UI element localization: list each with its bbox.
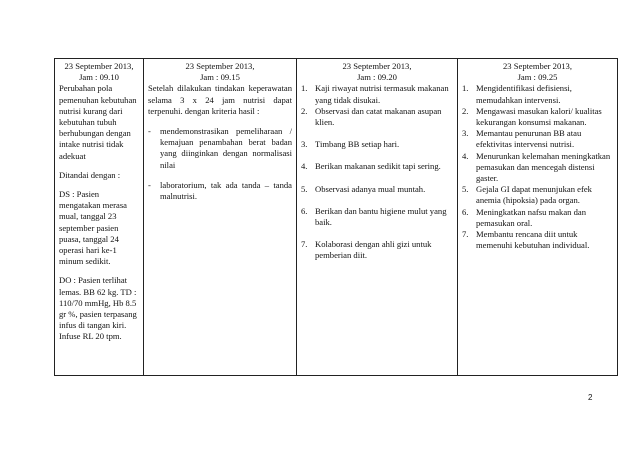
cell-date: 23 September 2013, — [64, 61, 134, 71]
list-item: - mendemonstrasikan pemeliharaan / kemajuan penambahan berat badan yang diinginkan dengan normalisasi nilai — [148, 126, 292, 170]
list-item: 7. Kolaborasi dengan ahli gizi untuk pemberian diit. — [301, 239, 432, 261]
diagnosis-indicator-label: Ditandai dengan : — [59, 169, 121, 180]
rationale-list — [462, 83, 613, 251]
list-item: 2. Mengawasi masukan kalori/ kualitas kekurangan konsumsi makanan. — [462, 105, 602, 128]
subjective-data: DS : Pasien mengatakan merasa mual, tanggal 23 september pasien puasa, tanggal 24 operasi hari ke-1 minum sedikit. — [59, 189, 127, 267]
cell-date: 23 September 2013, — [503, 61, 572, 71]
cell-date: 23 September 2013, — [185, 61, 255, 71]
cell-time: Jam : 09.25 — [517, 72, 558, 83]
list-item: 6. Berikan dan bantu higiene mulut yang baik. — [301, 205, 447, 228]
diagnosis-text: Perubahan pola pemenuhan kebutuhan nutrisi kurang dari kebutuhan tubuh berhubungan dengan intake nutrisi tidak adekuat — [59, 83, 137, 161]
goal-intro: Setelah dilakukan tindakan keperawatan selama 3 x 24 jam nutrisi dapat terpenuhi. dengan kriteria hasil : — [148, 83, 292, 116]
cell-time: Jam : 09.20 — [357, 72, 397, 83]
list-item: 1. Kaji riwayat nutrisi termasuk makanan yang tidak disukai. — [301, 83, 449, 105]
intervention-cell — [297, 59, 458, 376]
rationale-cell — [458, 59, 618, 376]
list-item: 4. Menurunkan kelemahan meningkatkan pemasukan dan mencegah distensi gaster. — [462, 150, 611, 184]
goal-criteria-1: mendemonstrasikan pemeliharaan / kemajuan penambahan berat badan yang diinginkan dengan normalisasi nilai — [160, 126, 292, 170]
list-item: 2. Observasi dan catat makanan asupan klien. — [301, 105, 442, 128]
intervention-list — [301, 83, 453, 261]
cell-time: Jam : 09.15 — [200, 72, 240, 83]
list-item: 3. Memantau penurunan BB atau efektivitas intervensi nutrisi. — [462, 128, 582, 150]
list-item: 5. Gejala GI dapat menunjukan efek anemia (hipoksia) pada organ. — [462, 184, 592, 206]
cell-date: 23 September 2013, — [342, 61, 412, 71]
list-item: 3. Timbang BB setiap hari. — [301, 139, 400, 150]
list-item: 7. Membantu rencana diit untuk memenuhi kebutuhan individual. — [462, 229, 590, 251]
nursing-care-table — [54, 58, 618, 376]
list-item: 1. Mengidentifikasi defisiensi, memudahkan intervensi. — [462, 83, 572, 105]
objective-data: DO : Pasien terlihat lemas. BB 62 kg. TD : 110/70 mmHg, Hb 8.5 gr %, pasien terpasang infus di tangan kiri. Infuse RL 20 tpm. — [59, 275, 137, 342]
list-item: 5. Observasi adanya mual muntah. — [301, 183, 426, 194]
cell-time: Jam : 09.10 — [79, 72, 119, 83]
goal-criteria-2: laboratorium, tak ada tanda – tanda malnutrisi. — [160, 179, 292, 202]
table-row — [55, 59, 618, 376]
page-number: 2 — [588, 393, 593, 402]
goal-cell — [144, 59, 297, 376]
list-item: 6. Meningkatkan nafsu makan dan pemasukan oral. — [462, 206, 587, 228]
list-item: 4. Berikan makanan sedikit tapi sering. — [301, 161, 441, 172]
diagnosis-cell — [55, 59, 144, 376]
list-item: - laboratorium, tak ada tanda – tanda malnutrisi. — [148, 179, 292, 202]
